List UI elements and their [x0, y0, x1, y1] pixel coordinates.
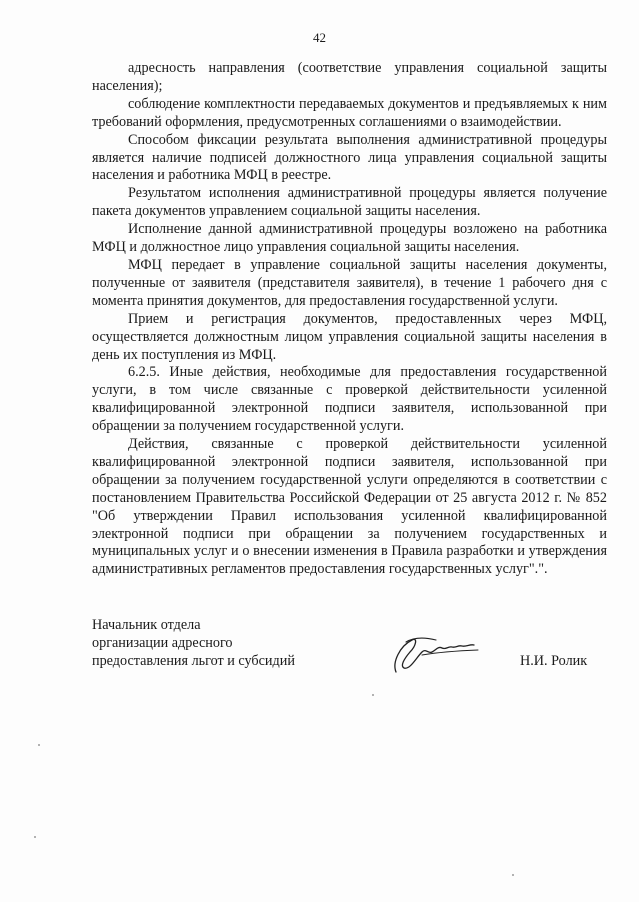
paragraph: соблюдение комплектности передаваемых документов и предъявляемых к ним требований оформления, предусмотренных соглашениями о взаимодействии.	[92, 95, 607, 130]
paragraph: Прием и регистрация документов, предоставленных через МФЦ, осуществляется должностным лицом управления социальной защиты населения в день их поступления из МФЦ.	[92, 310, 607, 363]
handwritten-signature	[382, 632, 492, 676]
signer-position-line: Начальник отдела	[92, 617, 201, 633]
paragraph: Действия, связанные с проверкой действительности усиленной квалифицированной электронной подписи заявителя, использованной при обращении за получением государственной услуги определяются в соответствии с постановлением Правительства Российской Федерации от 25 августа 2012 г. № 852 "Об утверждении Правил использования усиленной квалифицированной электронной подписи при обращении за получением государственных и муниципальных услуг и о внесении изменения в Правила разработки и утверждения административных регламентов предоставления государственных услуг".".	[92, 436, 607, 578]
paragraph: 6.2.5. Иные действия, необходимые для предоставления государственной услуги, в том числе связанные с проверкой действительности усиленной квалифицированной электронной подписи заявителя, использованной при обращении за получением государственной услуги.	[92, 364, 607, 435]
document-body	[92, 60, 607, 579]
signer-position-line: организации адресного	[92, 635, 233, 651]
paragraph: МФЦ передает в управление социальной защиты населения документы, полученные от заявителя (представителя заявителя), в течение 1 рабочего дня с момента принятия документов, для предоставления государственной услуги.	[92, 256, 607, 309]
paragraph: Результатом исполнения административной процедуры является получение пакета документов управлением социальной защиты населения.	[92, 185, 607, 220]
scan-speck	[34, 836, 36, 838]
scan-speck	[512, 874, 514, 876]
page-number: 42	[313, 30, 326, 45]
signer-name: Н.И. Ролик	[520, 653, 588, 669]
signer-position	[92, 616, 322, 670]
paragraph: Исполнение данной административной процедуры возложено на работника МФЦ и должностное лицо управления социальной защиты населения.	[92, 221, 607, 256]
signature-block	[92, 616, 612, 696]
paragraph: Способом фиксации результата выполнения административной процедуры является наличие подписей должностного лица управления социальной защиты населения и работника МФЦ в реестре.	[92, 131, 607, 184]
scan-speck	[372, 694, 374, 696]
scan-speck	[38, 744, 40, 746]
paragraph: адресность направления (соответствие управления социальной защиты населения);	[92, 60, 607, 94]
signer-position-line: предоставления льгот и субсидий	[92, 653, 295, 669]
